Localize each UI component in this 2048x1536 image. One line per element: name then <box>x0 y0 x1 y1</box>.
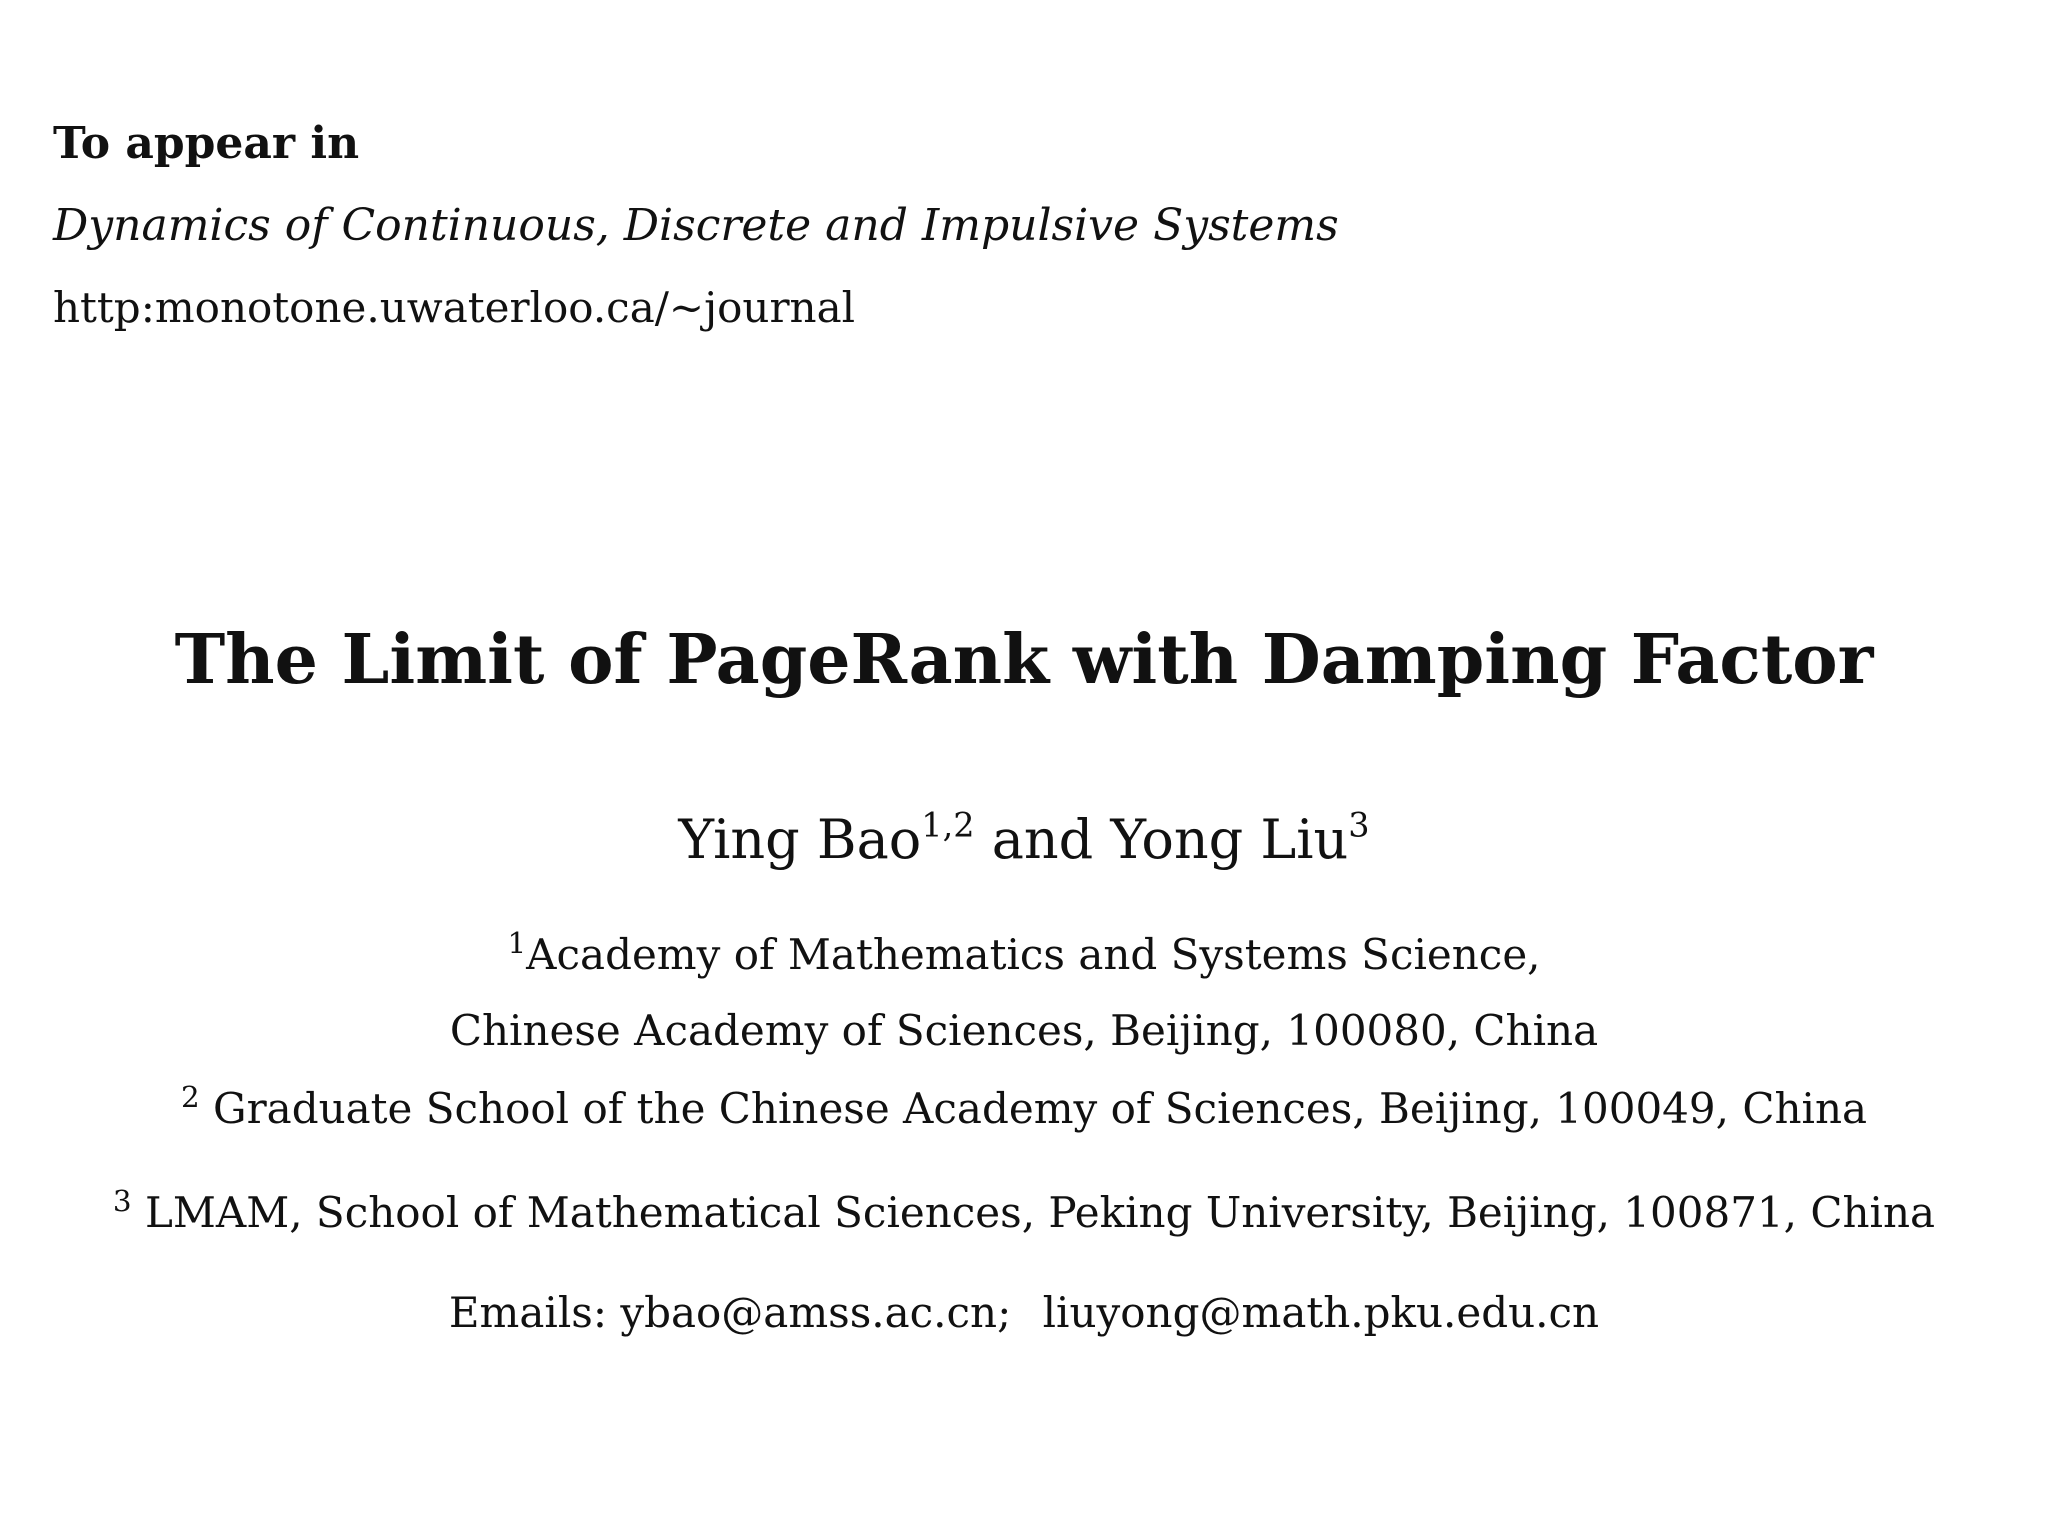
affiliation-3-text: LMAM, School of Mathematical Sciences, Peking University, Beijing, 100871, China <box>144 1188 1936 1237</box>
affiliation-1-line-1 <box>0 925 2048 979</box>
affiliation-1-mark: 1 <box>507 925 527 960</box>
author-2-affiliation-mark: 3 <box>1348 805 1370 845</box>
journal-url: http:monotone.uwaterloo.ca/∼journal <box>53 283 856 332</box>
affiliation-1-text: Academy of Mathematics and Systems Science, <box>526 930 1541 979</box>
affiliation-2-text: Graduate School of the Chinese Academy of Sciences, Beijing, 100049, China <box>213 1084 1868 1133</box>
affiliation-2-mark: 2 <box>180 1079 200 1114</box>
affiliation-3-mark: 3 <box>112 1183 132 1218</box>
author-1-affiliation-mark: 1,2 <box>921 805 975 845</box>
emails-label: Emails: <box>448 1288 607 1337</box>
journal-name: Dynamics of Continuous, Discrete and Impulsive Systems <box>53 200 1339 251</box>
affiliation-2 <box>0 1079 2048 1133</box>
paper-title: The Limit of PageRank with Damping Factor <box>174 620 1874 700</box>
email-2: liuyong@math.pku.edu.cn <box>1042 1288 1600 1337</box>
affiliation-3 <box>0 1183 2048 1237</box>
author-1-name: Ying Bao <box>678 808 922 871</box>
email-1: ybao@amss.ac.cn; <box>620 1288 1012 1337</box>
author-line <box>0 805 2048 871</box>
to-appear-label: To appear in <box>53 118 360 169</box>
affiliation-1-line-2: Chinese Academy of Sciences, Beijing, 100080, China <box>449 1006 1599 1055</box>
author-conjunction: and <box>991 808 1094 871</box>
emails-line <box>0 1288 2048 1337</box>
author-2-name: Yong Liu <box>1110 808 1349 871</box>
